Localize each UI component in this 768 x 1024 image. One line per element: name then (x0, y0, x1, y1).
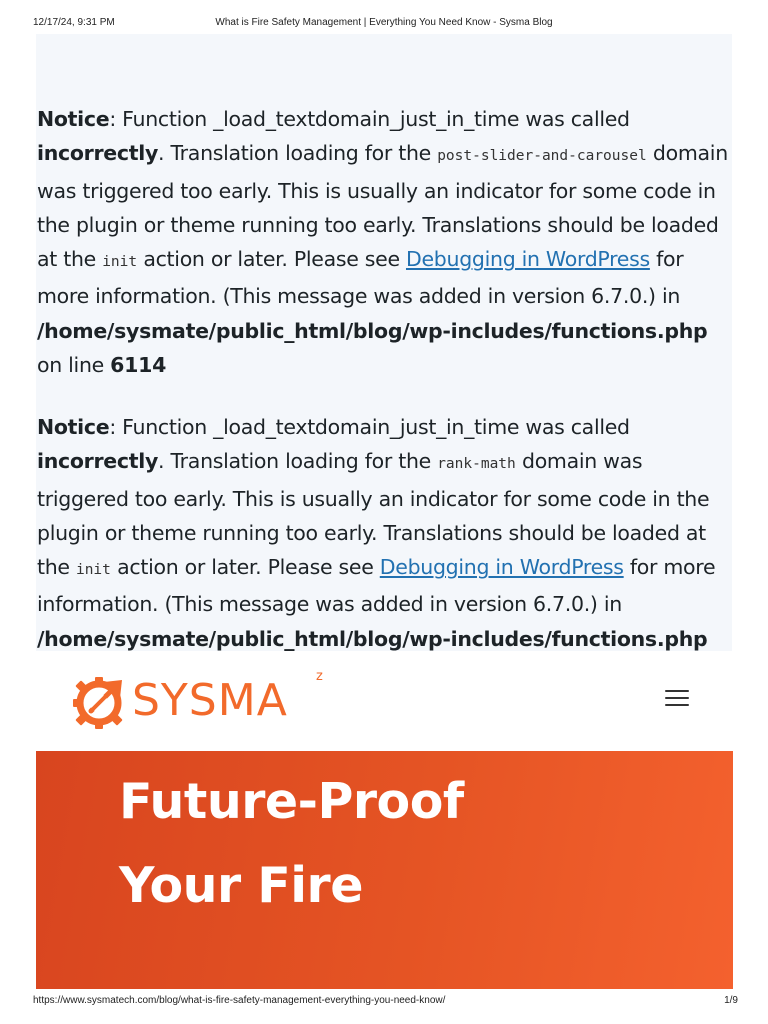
print-header (0, 17, 768, 31)
notice-init-code: init (75, 562, 111, 579)
print-page-title: What is Fire Safety Management | Everything You Need Know - Sysma Blog (215, 17, 553, 28)
notice-text: for more information. (This message was added in version 6.7.0.) in (37, 247, 684, 309)
print-footer (0, 995, 768, 1009)
notice-text: domain was triggered too early. This is usually an indicator for some code in the plugin or theme running too early. Translations should be loaded at the (37, 449, 710, 580)
notice-text: on line (37, 353, 111, 378)
site-header (36, 651, 732, 751)
php-notice (37, 102, 731, 382)
hero-heading-line-2: Your Fire (119, 857, 363, 914)
notice-label: Notice (37, 415, 110, 439)
print-page-url: https://www.sysmatech.com/blog/what-is-fire-safety-management-everything-you-need-know/ (33, 995, 446, 1006)
notice-text: for more information. (This message was added in version 6.7.0.) in (37, 555, 716, 617)
logo-superscript: z (316, 669, 323, 684)
logo-wordmark: SYSMA (132, 675, 288, 726)
notice-text: action or later. Please see (137, 247, 406, 272)
notice-domain-code: rank-math (437, 456, 516, 473)
notice-domain-code: post-slider-and-carousel (437, 148, 647, 165)
hero-banner (36, 751, 733, 989)
notice-label: Notice (37, 107, 110, 131)
gear-arrow-icon (72, 674, 130, 732)
debugging-link[interactable]: Debugging in WordPress (405, 247, 650, 272)
notice-text: . Translation loading for the (158, 449, 438, 474)
notice-bold-text: incorrectly (37, 141, 159, 166)
hero-heading-line-1: Future-Proof (119, 773, 464, 830)
php-notice (37, 410, 731, 690)
php-notices-panel (36, 34, 732, 651)
notice-text: domain was triggered too early. This is usually an indicator for some code in the plugin or theme running too early. Translations should be loaded at the (37, 141, 728, 272)
print-datetime: 12/17/24, 9:31 PM (33, 17, 115, 28)
site-logo[interactable] (72, 671, 332, 735)
notice-text: : Function _load_textdomain_just_in_time was called (109, 107, 630, 131)
notice-init-code: init (102, 254, 138, 271)
notice-file-path: /home/sysmate/public_html/blog/wp-includes/functions.php (37, 318, 708, 343)
notice-text: action or later. Please see (110, 555, 380, 580)
notice-bold-text: incorrectly (37, 449, 159, 474)
notice-text: . Translation loading for the (158, 141, 438, 166)
notice-text: : Function _load_textdomain_just_in_time was called (109, 415, 630, 439)
print-page-number: 1/9 (724, 995, 738, 1006)
notice-file-path: /home/sysmate/public_html/blog/wp-includes/functions.php (37, 626, 708, 651)
notice-line-number: 6114 (110, 353, 167, 378)
debugging-link[interactable]: Debugging in WordPress (379, 555, 624, 580)
hamburger-menu-icon[interactable] (665, 690, 689, 710)
